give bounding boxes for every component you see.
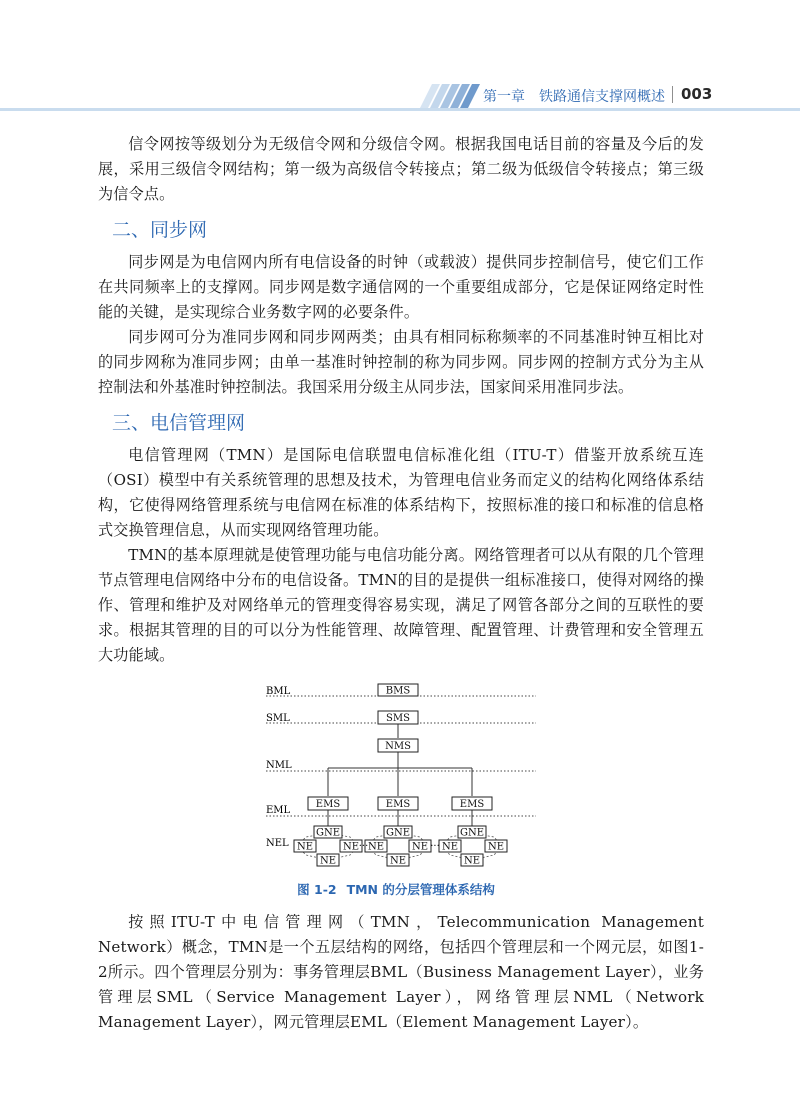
ne-label-1b: NE [342, 841, 360, 853]
layer-label-nel: NEL [266, 838, 289, 849]
nms-label: NMS [385, 741, 411, 752]
gne-label-3: GNE [459, 827, 485, 839]
layer-label-bml: BML [266, 686, 291, 697]
ellipsis-1: ··· [358, 841, 369, 852]
paragraph-tmn-definition: 电信管理网（TMN）是国际电信联盟电信标准化组（ITU-T）借鉴开放系统互连（OSI）模型中有关系统管理的思想及技术，为管理电信业务而定义的结构化网络体系结构，它使得网络管理系统与电信网在标准的体系结构下，按照标准的接口和标准的信息格式交换管理信息，从而实现网络管理功能。 [98, 446, 704, 539]
layer-label-sml: SML [266, 713, 290, 724]
header-separator [672, 86, 673, 103]
paragraph-tmn-layers: 按照ITU-T中电信管理网（TMN，Telecommunication Management Network）概念，TMN是一个五层结构的网络，包括四个管理层和一个网元层，如图1-2所示。四个管理层分别为：事务管理层BML（Business Management Layer），业务管理层SML（Service Management Layer），网络管理层NML（Network Management Layer），网元管理层EML（Element Management Layer）。 [98, 913, 704, 1031]
section-heading-sync-network: 二、同步网 [112, 219, 208, 241]
ellipsis-2: ··· [430, 841, 440, 852]
layer-label-nml: NML [266, 760, 292, 771]
ne-label-2c: NE [389, 855, 407, 867]
ne-label-2a: NE [367, 841, 385, 853]
ems-label-3: EMS [459, 799, 485, 810]
paragraph-sync-types: 同步网可分为准同步网和同步网两类；由具有相同标称频率的不同基准时钟互相比对的同步网称为准同步网；由单一基准时钟控制的称为同步网。同步网的控制方式分为主从控制法和外基准时钟控制法。我国采用分级主从同步法，国家间采用准同步法。 [98, 328, 704, 396]
ne-label-2b: NE [411, 841, 429, 853]
sms-label: SMS [386, 713, 410, 724]
section-heading-tmn: 三、电信管理网 [112, 412, 246, 434]
ne-label-3c: NE [463, 855, 481, 867]
paragraph-sync-definition: 同步网是为电信网内所有电信设备的时钟（或载波）提供同步控制信号，使它们工作在共同频率上的支撑网。同步网是数字通信网的一个重要组成部分，它是保证网络定时性能的关键，是实现综合业务数字网的必要条件。 [98, 253, 704, 321]
page-number: 003 [681, 85, 713, 103]
gne-label-2: GNE [385, 827, 411, 839]
ne-label-1c: NE [319, 855, 337, 867]
ne-label-3a: NE [441, 841, 459, 853]
header-stripes-decoration [420, 84, 480, 108]
ems-label-1: EMS [315, 799, 341, 810]
page-body [98, 132, 704, 1035]
tmn-diagram [266, 682, 536, 874]
gne-label-1: GNE [315, 827, 341, 839]
layer-label-eml: EML [266, 805, 291, 816]
figure-caption-title: TMN 的分层管理体系结构 [346, 882, 495, 897]
bms-label: BMS [385, 685, 411, 697]
ne-label-1a: NE [296, 841, 314, 853]
ne-label-3b: NE [487, 841, 505, 853]
figure-caption [98, 880, 704, 898]
figure-caption-number: 图 1-2 [297, 882, 337, 897]
paragraph-tmn-principle: TMN的基本原理就是使管理功能与电信功能分离。网络管理者可以从有限的几个管理节点管理电信网络中分布的电信设备。TMN的目的是提供一组标准接口，使得对网络的操作、管理和维护及对网络单元的管理变得容易实现，满足了网管各部分之间的互联性的要求。根据其管理的目的可以分为性能管理、故障管理、配置管理、计费管理和安全管理五大功能域。 [98, 546, 704, 664]
header-rule [0, 108, 800, 111]
figure-tmn-architecture [98, 682, 704, 898]
paragraph-signaling: 信令网按等级划分为无级信令网和分级信令网。根据我国电话目前的容量及今后的发展，采用三级信令网结构；第一级为高级信令转接点；第二级为低级信令转接点；第三级为信令点。 [98, 135, 704, 203]
chapter-title: 第一章 铁路通信支撑网概述 [483, 89, 665, 105]
ems-label-2: EMS [385, 799, 411, 810]
